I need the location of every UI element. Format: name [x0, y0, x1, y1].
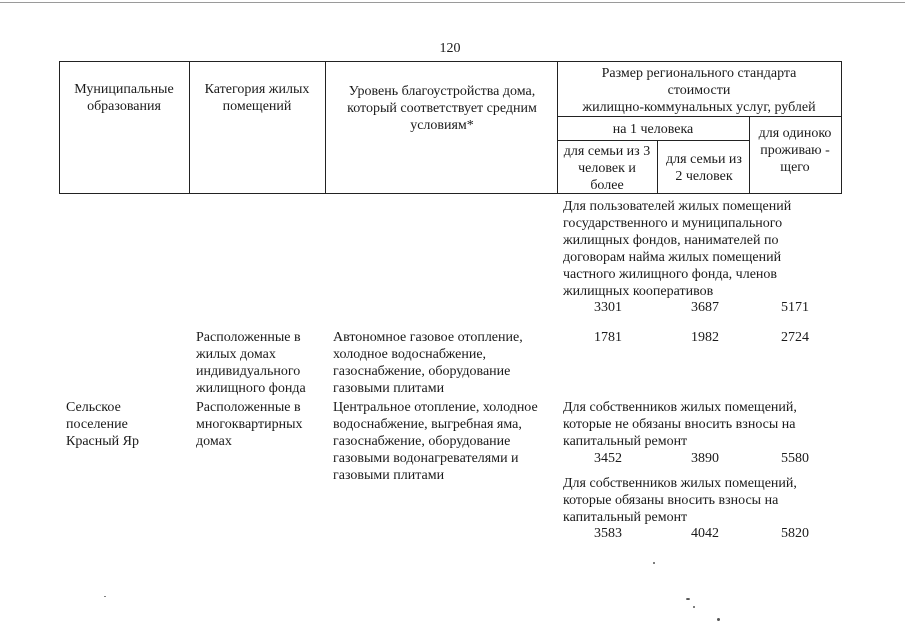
- scan-speck: [653, 562, 655, 564]
- value-cell: 2724: [781, 330, 809, 345]
- value-cell: 3301: [594, 300, 622, 315]
- value-cell: 4042: [691, 526, 719, 541]
- scan-speck: [686, 598, 690, 600]
- value-cell: 3583: [594, 526, 622, 541]
- value-cell: 5171: [781, 300, 809, 315]
- header-per-person: на 1 человека: [612, 122, 694, 137]
- value-cell: 3687: [691, 300, 719, 315]
- users-note: Для пользователей жилых помещений государственного и муниципального жилищных фондов, нанимателей по договорам найма жилых помещений частного жилищного фонда, членов жилищных кооперативов: [563, 199, 792, 299]
- header-size-line1: Размер регионального стандарта: [601, 66, 797, 81]
- municipality-name: Сельское поселение Красный Яр: [66, 400, 139, 449]
- scan-speck: [693, 606, 695, 608]
- header-single: для одиноко проживаю - щего: [758, 126, 832, 175]
- scan-speck: [104, 596, 106, 597]
- owners-not-obliged-note: Для собственников жилых помещений, которые не обязаны вносить взносы на капитальный ремонт: [563, 400, 797, 449]
- value-cell: 5580: [781, 451, 809, 466]
- value-cell: 5820: [781, 526, 809, 541]
- scan-speck: [717, 618, 720, 621]
- value-cell: 3452: [594, 451, 622, 466]
- header-level: Уровень благоустройства дома, который соответствует средним условиям*: [347, 84, 537, 133]
- page-number: 120: [439, 41, 461, 56]
- header-size-line2: стоимости: [667, 83, 731, 98]
- header-municipal: Муниципальные образования: [74, 82, 174, 114]
- header-family2: для семьи из 2 человек: [666, 152, 742, 184]
- value-cell: 1781: [594, 330, 622, 345]
- header-size-line3: жилищно-коммунальных услуг, рублей: [582, 100, 816, 115]
- value-cell: 1982: [691, 330, 719, 345]
- header-category: Категория жилых помещений: [204, 82, 310, 114]
- scan-edge-line: [0, 2, 905, 3]
- row1-level: Автономное газовое отопление, холодное водоснабжение, газоснабжение, оборудование газовыми плитами: [333, 330, 523, 396]
- header-family3: для семьи из 3 человек и более: [563, 144, 651, 193]
- value-cell: 3890: [691, 451, 719, 466]
- row1-category: Расположенные в жилых домах индивидуального жилищного фонда: [196, 330, 306, 396]
- row2-level: Центральное отопление, холодное водоснабжение, выгребная яма, газоснабжение, оборудование газовыми водонагревателями и газовыми плитами: [333, 400, 538, 483]
- row2-category: Расположенные в многоквартирных домах: [196, 400, 303, 449]
- owners-obliged-note: Для собственников жилых помещений, которые обязаны вносить взносы на капитальный ремонт: [563, 476, 797, 525]
